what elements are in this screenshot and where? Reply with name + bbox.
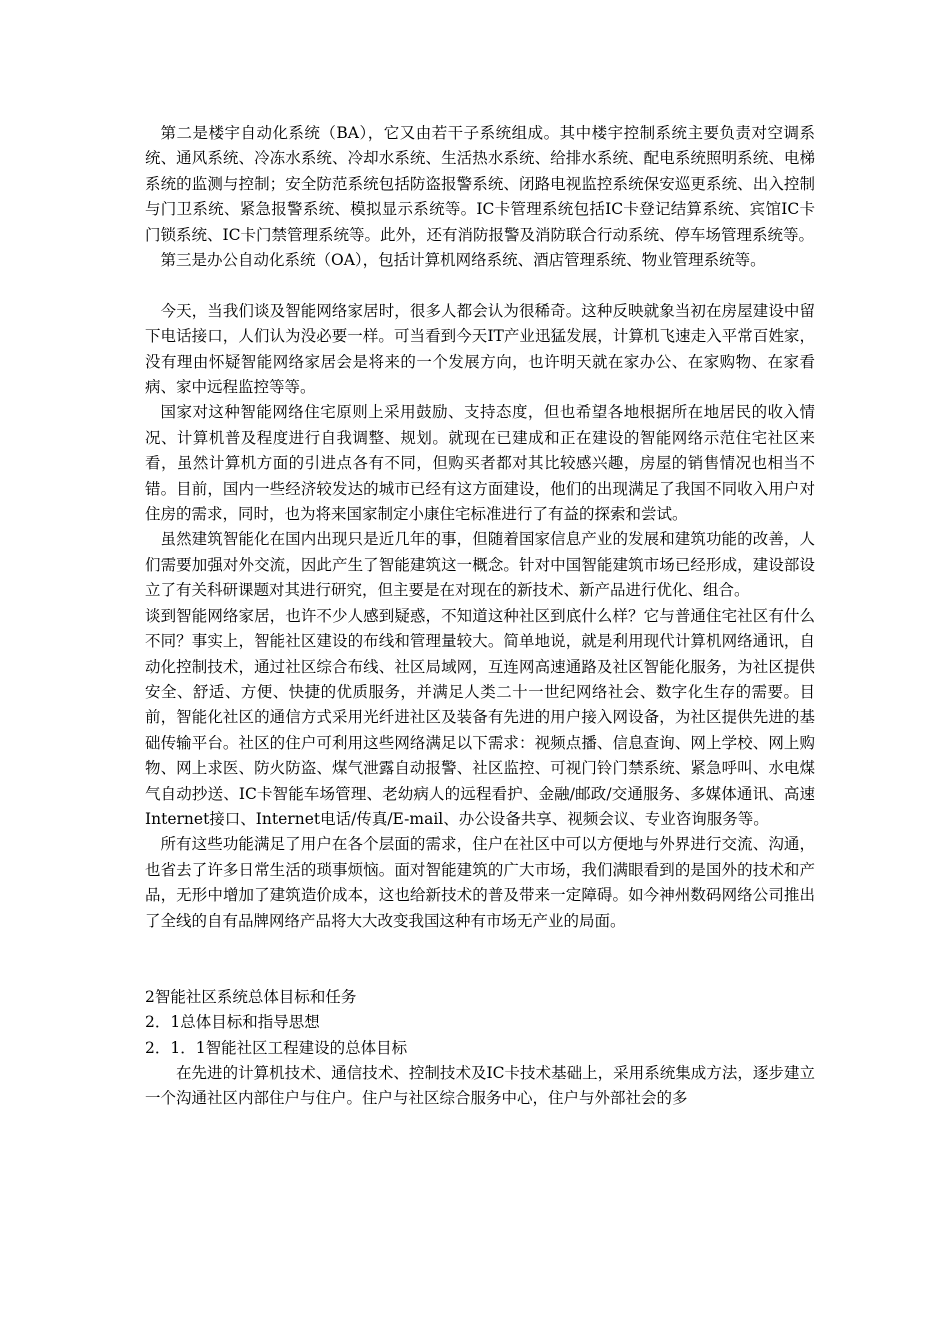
paragraph-oa-system: 第三是办公自动化系统（OA），包括计算机网络系统、酒店管理系统、物业管理系统等。 — [160, 251, 766, 270]
paragraph-overall-goal: 在先进的计算机技术、通信技术、控制技术及IC卡技术基础上，采用系统集成方法，逐步建立一个沟通社区内部住户与住户。住户与社区综合服务中心，住户与外部社会的多 — [145, 1064, 815, 1108]
subsubsection-heading: 2．1．1智能社区工程建设的总体目标 — [145, 1038, 408, 1057]
subsection-heading: 2．1总体目标和指导思想 — [145, 1013, 320, 1032]
paragraph-ba-system: 第二是楼宇自动化系统（BA），它又由若干子系统组成。其中楼宇控制系统主要负责对空调系统、通风系统、冷冻水系统、冷却水系统、生活热水系统、给排水系统、配电系统照明系统、电梯系统的监测与控制；安全防范系统包括防盗报警系统、闭路电视监控系统保安巡更系统、出入控制与门卫系统、紧急报警系统、模拟显示系统等。IC卡管理系统包括IC卡登记结算系统、宾馆IC卡门锁系统、IC卡门禁管理系统等。此外，还有消防报警及消防联合行动系统、停车场管理系统等。 — [145, 124, 815, 244]
paragraph-functions-summary: 所有这些功能满足了用户在各个层面的需求，住户在社区中可以方便地与外界进行交流、沟通，也省去了许多日常生活的琐事烦恼。面对智能建筑的广大市场，我们满眼看到的是国外的技术和产品，无形中增加了建筑造价成本，这也给新技术的普及带来一定障碍。如今神州数码网络公司推出了全线的自有品牌网络产品将大大改变我国这种有市场无产业的局面。 — [145, 835, 815, 930]
blank-line — [145, 934, 815, 985]
paragraph-national-policy: 国家对这种智能网络住宅原则上采用鼓励、支持态度，但也希望各地根据所在地居民的收入情况、计算机普及程度进行自我调整、规划。就现在已建成和正在建设的智能网络示范住宅社区来看，虽然计算机方面的引进点各有不同，但购买者都对其比较感兴趣，房屋的销售情况也相当不错。目前，国内一些经济较发达的城市已经有这方面建设，他们的出现满足了我国不同收入用户对住房的需求，同时，也为将来国家制定小康住宅标准进行了有益的探索和尝试。 — [145, 403, 815, 524]
paragraph-building-intelligence: 虽然建筑智能化在国内出现只是近几年的事，但随着国家信息产业的发展和建筑功能的改善，人们需要加强对外交流，因此产生了智能建筑这一概念。针对中国智能建筑市场已经形成，建设部设立了有关科研课题对其进行研究，但主要是在对现在的新技术、新产品进行优化、组合。 — [145, 530, 815, 600]
paragraph-smart-home-today: 今天，当我们谈及智能网络家居时，很多人都会认为很稀奇。这种反映就象当初在房屋建设中留下电话接口，人们认为没必要一样。可当看到今天IT产业迅猛发展，计算机飞速走入平常百姓家，没有理由怀疑智能网络家居会是将来的一个发展方向，也许明天就在家办公、在家购物、在家看病、家中远程监控等等。 — [145, 301, 815, 397]
section-heading: 2智能社区系统总体目标和任务 — [145, 987, 357, 1006]
blank-line — [145, 273, 815, 298]
paragraph-smart-community: 谈到智能网络家居，也许不少人感到疑惑，不知道这种社区到底什么样？它与普通住宅社区有什么不同？事实上，智能社区建设的布线和管理量较大。简单地说，就是利用现代计算机网络通讯，自动化控制技术，通过社区综合布线、社区局域网，互连网高速通路及社区智能化服务，为社区提供安全、舒适、方便、快捷的优质服务，并满足人类二十一世纪网络社会、数字化生存的需要。目前，智能化社区的通信方式采用光纤进社区及装备有先进的用户接入网设备，为社区提供先进的基础传输平台。社区的住户可利用这些网络满足以下需求：视频点播、信息查询、网上学校、网上购物、网上求医、防火防盗、煤气泄露自动报警、社区监控、可视门铃门禁系统、紧急呼叫、水电煤气自动抄送、IC卡智能车场管理、老幼病人的远程看护、金融/邮政/交通服务、多媒体通讯、高速Internet接口、Internet电话/传真/E-mail、办公设备共享、视频会议、专业咨询服务等。 — [145, 606, 815, 828]
document-body — [145, 121, 815, 1112]
